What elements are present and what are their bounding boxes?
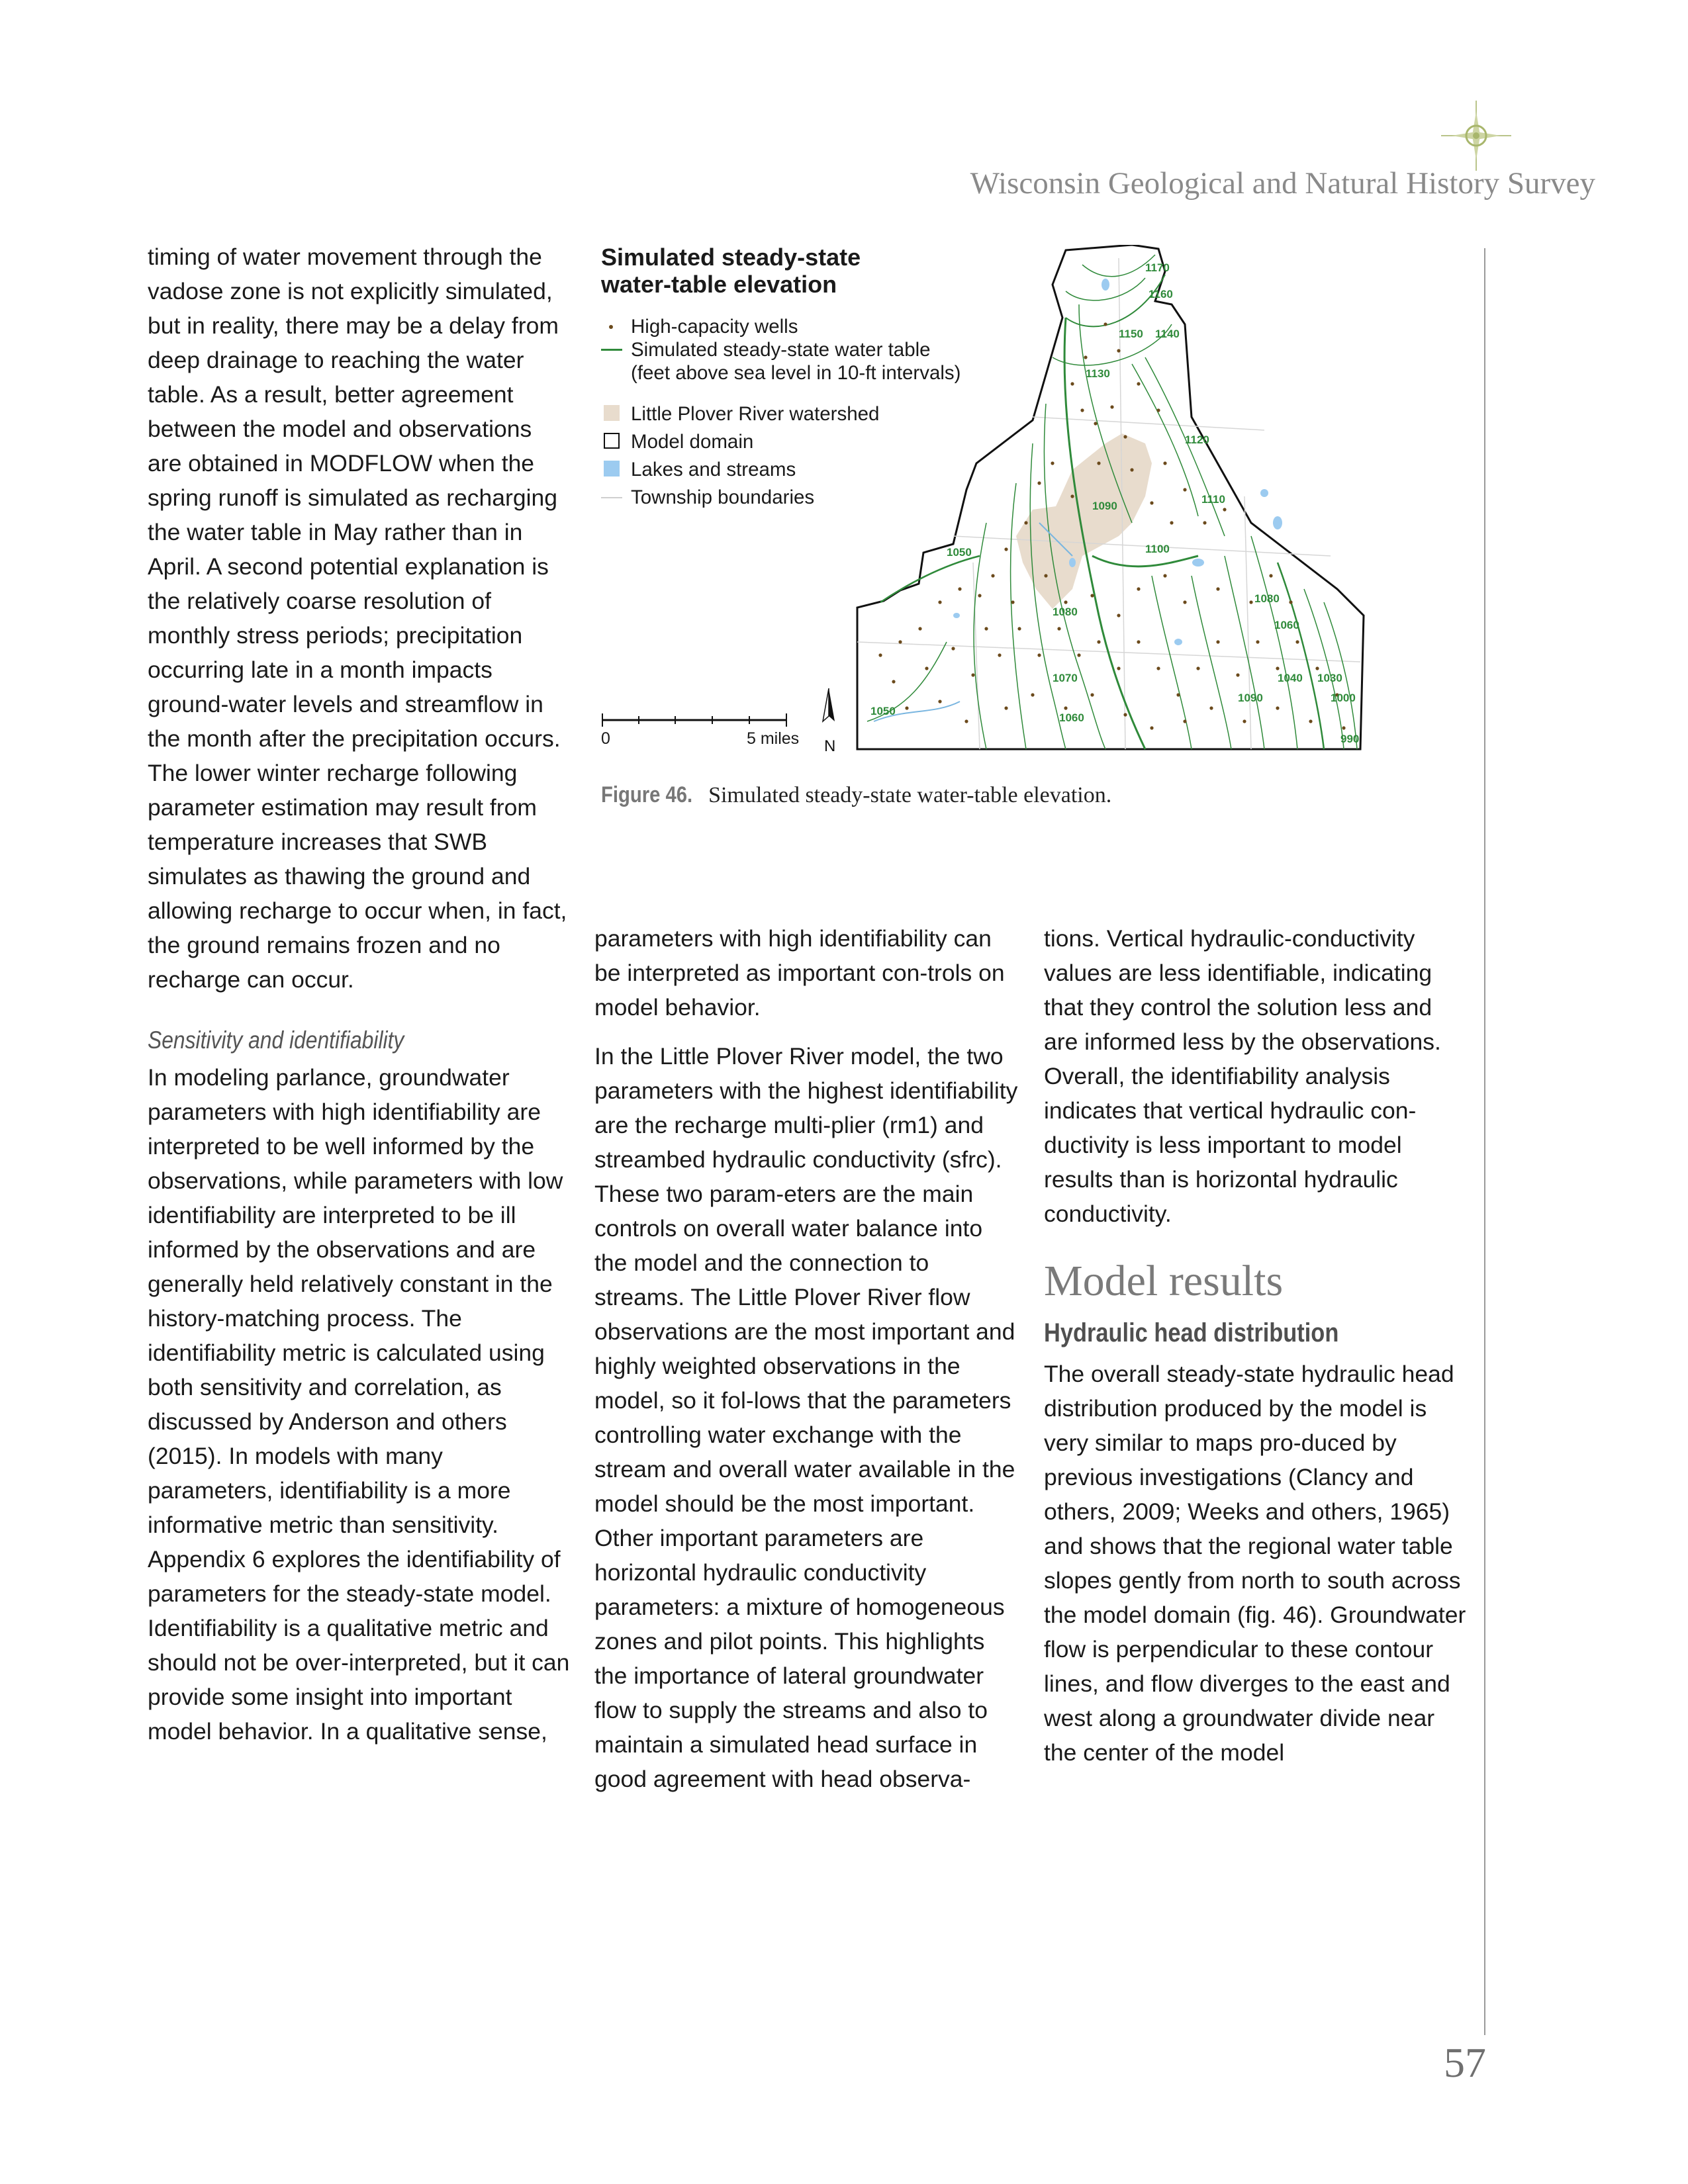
scale-five-label: 5 miles: [747, 729, 800, 748]
water-table-map: [854, 245, 1463, 754]
contour-label: 1030: [1317, 672, 1342, 684]
figure-caption: [601, 782, 1111, 808]
running-header: Wisconsin Geological and Natural History Survey: [970, 166, 1595, 201]
paragraph: parameters with high identifiability can be interpreted as important con-trols on model behavior.: [594, 925, 1005, 1021]
well-dot-icon: [609, 325, 613, 329]
paragraph: In modeling parlance, groundwater parameters with high identifiability are interpreted to be well informed by the observations, while parameters with low identifiability are interpreted to be ill informed by the observations and are generally held relatively constant in the history-matching process. The identifiability metric is calculated using both sensitivity and correlation, as discussed by Anderson and others (2015). In models with many parameters, identifiability is a more informative metric than sensitivity. Appendix 6 explores the identifiability of parameters for the steady-state model. Identifiability is a qualitative metric and should not be over-interpreted, but it can provide some insight into important model behavior. In a qualitative sense,: [148, 1064, 570, 1745]
north-arrow-icon: [819, 688, 839, 754]
township-line-icon: [601, 497, 622, 498]
contour-label: 1060: [1274, 619, 1299, 631]
legend-watertable: Simulated steady-state water table: [601, 338, 961, 361]
section-subheading: Sensitivity and identifiability: [148, 1026, 404, 1054]
contour-label: 1170: [1145, 261, 1170, 274]
lake-swatch-icon: [604, 461, 620, 477]
contour-label: 1140: [1155, 328, 1180, 340]
map-legend: High-capacity wells Simulated steady-state water table (feet above sea level in 10-ft intervals) Little Plover River watershed Model domain Lakes and streams Township boundaries: [601, 315, 961, 509]
domain-box-icon: [604, 433, 620, 449]
contour-label: 1000: [1331, 692, 1356, 704]
margin-rule: [1484, 248, 1485, 2035]
compass-rose-logo-icon: [1440, 99, 1513, 172]
contour-label: 1050: [947, 546, 972, 559]
contour-label: 1100: [1145, 543, 1170, 555]
figure-caption-text: Simulated steady-state water-table elevation.: [708, 783, 1112, 807]
contour-label: 1120: [1185, 433, 1209, 446]
watershed-swatch-icon: [604, 405, 620, 421]
contour-label: 1150: [1119, 328, 1143, 340]
contour-label: 1130: [1086, 367, 1110, 380]
contour-label: 1050: [870, 705, 896, 717]
contour-label: 990: [1340, 733, 1360, 745]
page-number: 57: [1444, 2039, 1486, 2086]
paragraph: tions. Vertical hydraulic-conductivity values are less identifiable, indicating that they control the solution less and are informed less by the observations. Overall, the identifiability analysis indicates that vertical hydraulic con-ductivity is less important to model results than is horizontal hydraulic conductivity.: [1044, 925, 1441, 1227]
contour-label: 1070: [1053, 672, 1078, 684]
north-label: N: [824, 737, 836, 754]
legend-watershed: Little Plover River watershed: [601, 402, 961, 426]
contour-label: 1160: [1149, 288, 1173, 300]
column-left: [148, 240, 571, 1749]
subsection-heading: Hydraulic head distribution: [1044, 1318, 1339, 1347]
figure-label: Figure 46.: [601, 782, 693, 807]
legend-wells: High-capacity wells: [601, 315, 961, 338]
contour-label: 1110: [1201, 493, 1225, 506]
contour-line-icon: [601, 349, 622, 351]
contour-label: 1040: [1278, 672, 1303, 684]
legend-domain: Model domain: [601, 430, 961, 453]
contour-label: 1080: [1053, 606, 1078, 618]
contour-label: 1080: [1254, 592, 1280, 605]
contour-label: 1060: [1059, 711, 1084, 724]
legend-lakes: Lakes and streams: [601, 458, 961, 481]
legend-township: Township boundaries: [601, 486, 961, 509]
paragraph: timing of water movement through the vadose zone is not explicitly simulated, but in reality, there may be a delay from deep drainage to reaching the water table. As a result, better agreement between the model and observations are obtained in MODFLOW when the spring runoff is simulated as recharging the water table in May rather than in April. A second potential explanation is the relatively coarse resolution of monthly stress periods; precipitation occurring late in a month impacts ground-water levels and streamflow in the month after the precipitation occurs. The lower winter recharge following parameter estimation may result from temperature increases that SWB simulates as thawing the ground and allowing recharge to occur when, in fact, the ground remains frozen and no recharge can occur.: [148, 244, 567, 993]
scale-zero-label: 0: [601, 729, 610, 748]
paragraph: In the Little Plover River model, the two parameters with the highest identifiability are the recharge multi-plier (rm1) and streambed hydraulic conductivity (sfrc). These two param-eters are the main controls on overall water balance into the model and the connection to streams. The Little Plover River flow observations are the most important and highly weighted observations in the model, so it fol-lows that the parameters controlling water exchange with the stream and overall water available in the model should be the most important. Other important parameters are horizontal hydraulic conductivity parameters: a mixture of homogeneous zones and pilot points. This highlights the importance of lateral groundwater flow to supply the streams and also to maintain a simulated head surface in good agreement with head observa-: [594, 1043, 1018, 1792]
contour-label: 1090: [1238, 692, 1263, 704]
figure-title: Simulated steady-state water-table elevation: [601, 244, 861, 298]
contour-label: 1090: [1092, 500, 1117, 512]
section-heading: Model results: [1044, 1257, 1284, 1305]
column-right: [1044, 921, 1468, 1770]
column-middle: [594, 921, 1018, 1796]
paragraph: The overall steady-state hydraulic head distribution produced by the model is very similar to maps pro-duced by previous investigations (Clancy and others, 2009; Weeks and others, 1965) and shows that the regional water table slopes gently from north to south across the model domain (fig. 46). Groundwater flow is perpendicular to these contour lines, and flow diverges to the east and west along a groundwater divide near the center of the model: [1044, 1361, 1466, 1766]
